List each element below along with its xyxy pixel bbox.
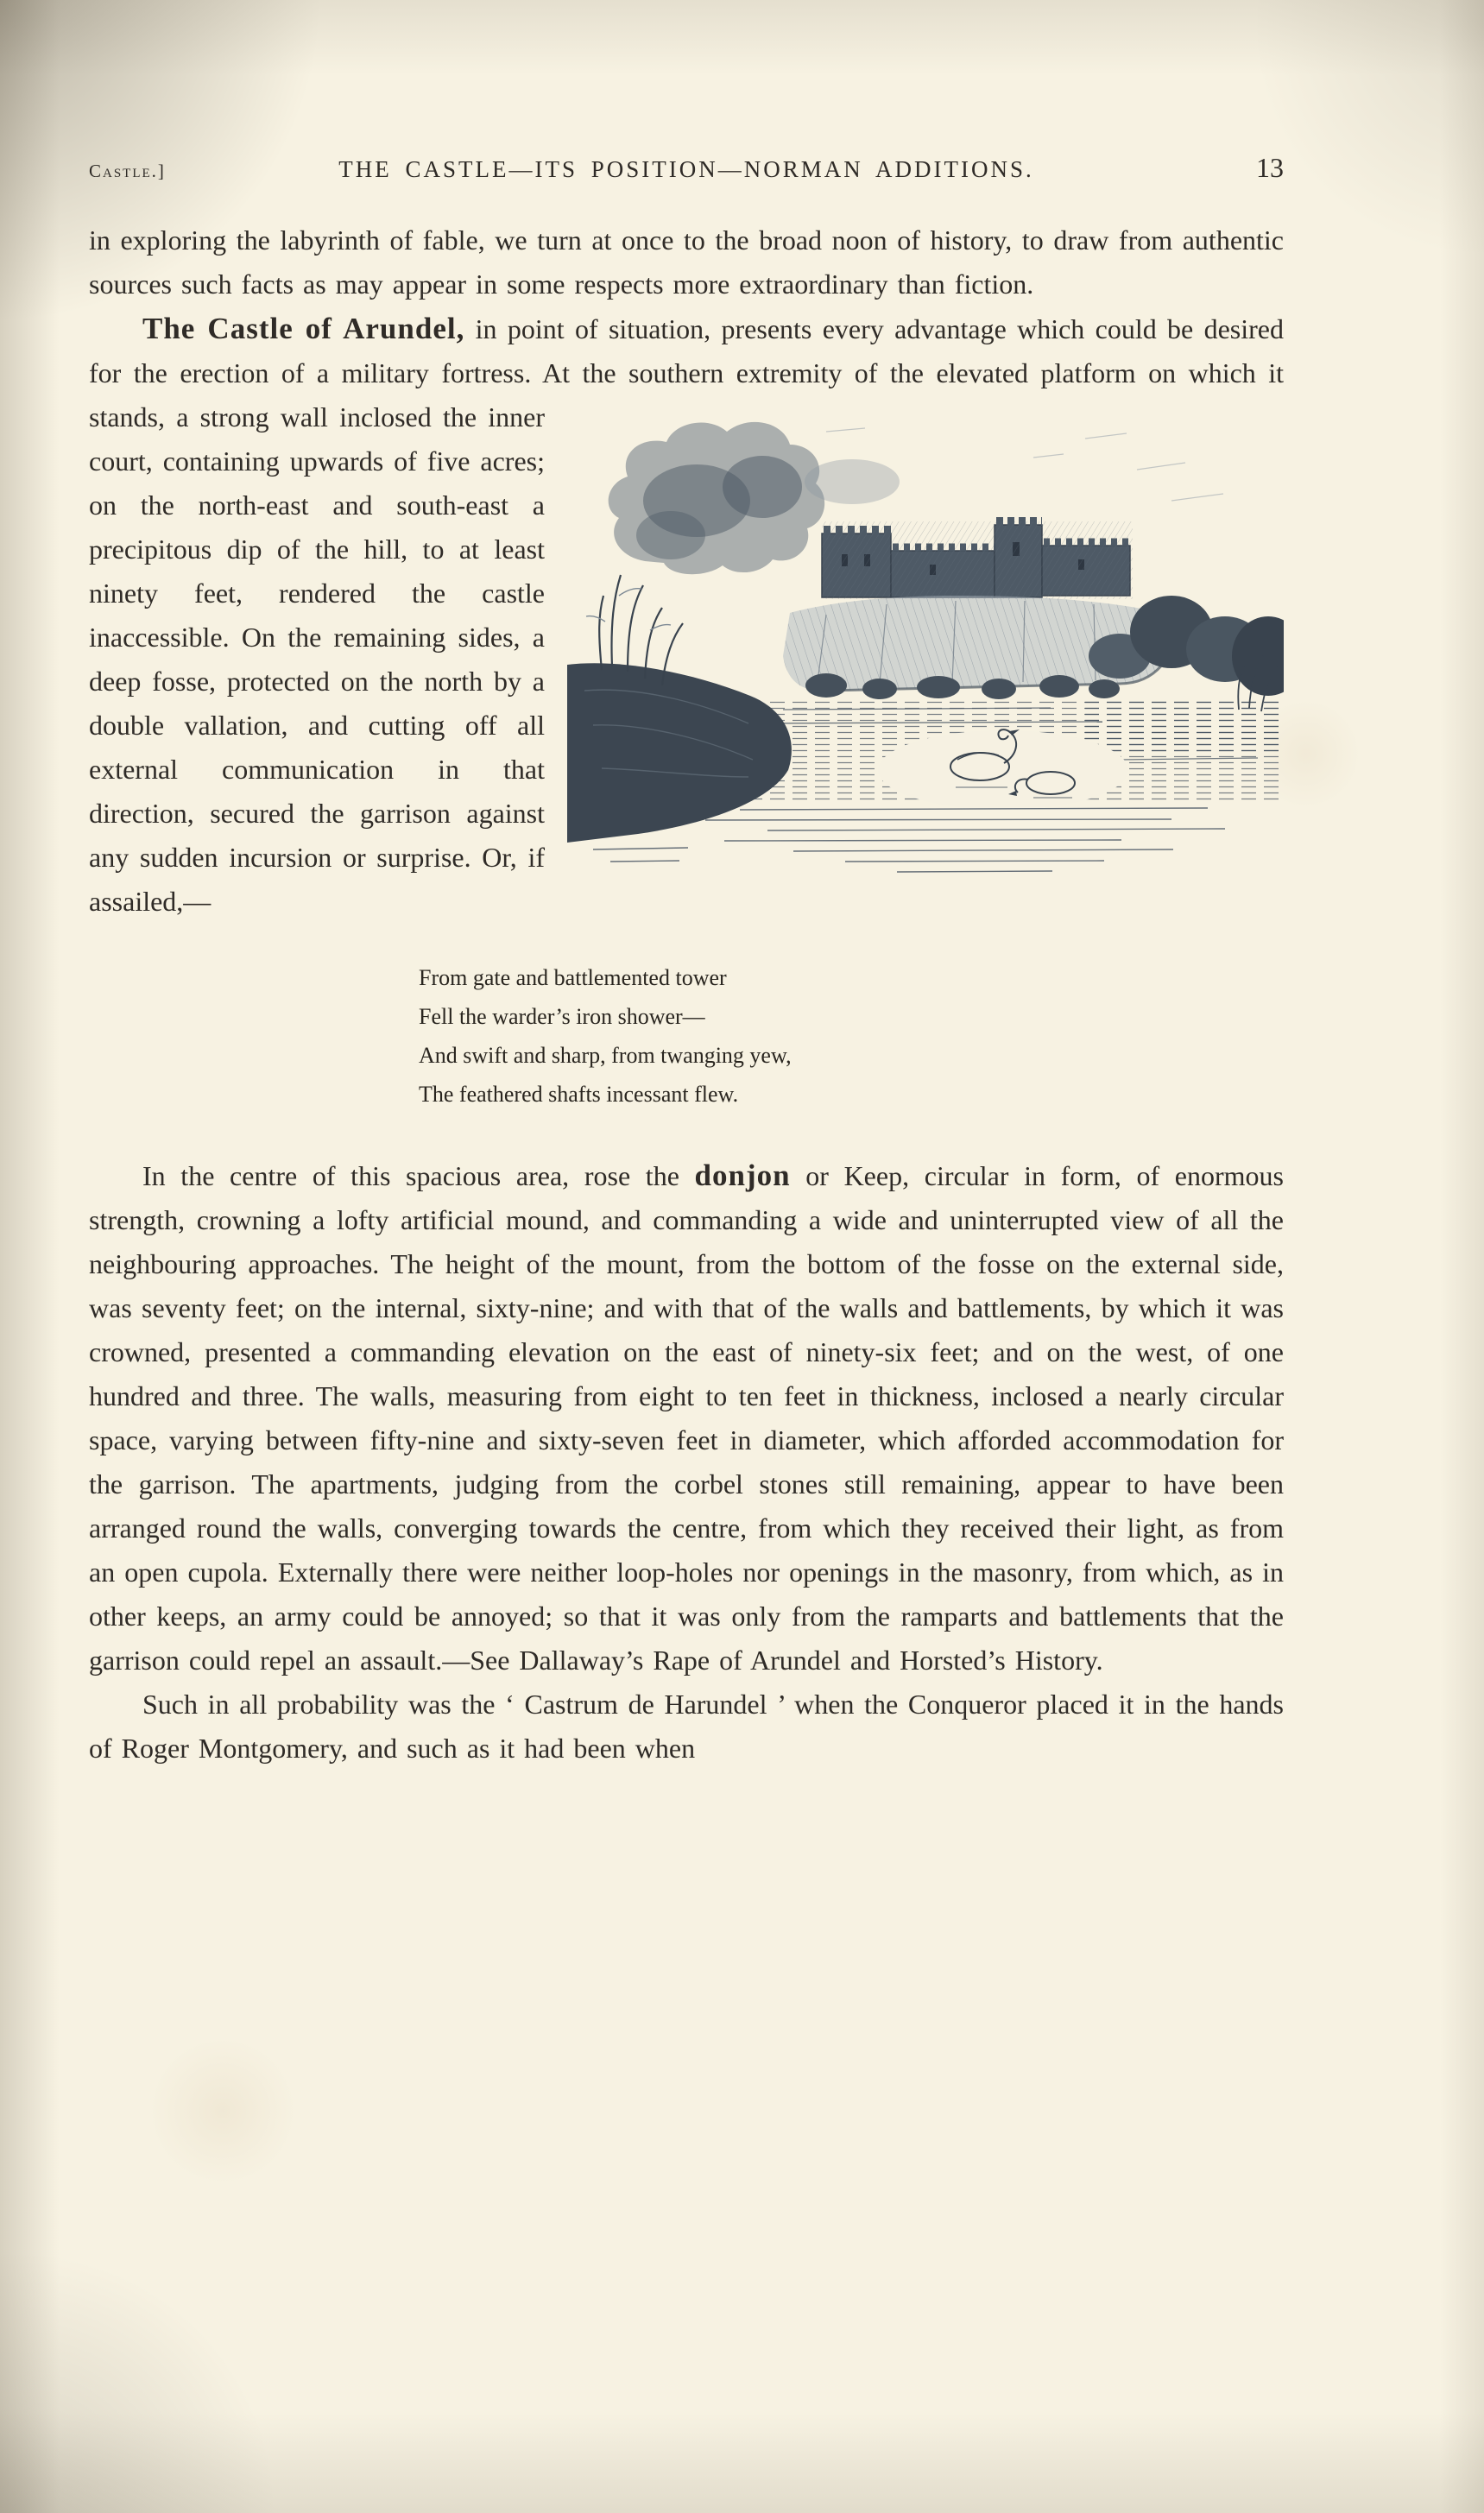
paragraph-text: In the centre of this spacious area, rose the — [142, 1160, 679, 1191]
header-catchword: Castle.] — [89, 161, 166, 181]
running-header — [89, 152, 1284, 184]
paragraph-text: Such in all probability was the ‘ Castrum de Harundel ’ when the Conqueror placed it in the hands of Roger Montgomery, and such as it had been when — [89, 1689, 1284, 1764]
castle-silhouette — [822, 521, 1133, 599]
paragraph-text: in exploring the labyrinth of fable, we turn at once to the broad noon of history, to draw from authentic sources such facts as may appear in some respects more extraordinary than fiction. — [89, 224, 1284, 300]
paragraph-castrum — [89, 1683, 1284, 1771]
poem-line: From gate and battlemented tower — [419, 965, 727, 990]
paragraph-donjon — [89, 1153, 1284, 1683]
paragraph-castle-position — [89, 306, 1284, 924]
paragraph-fable — [89, 218, 1284, 306]
running-title: THE CASTLE—ITS POSITION—NORMAN ADDITIONS. — [338, 156, 1034, 182]
engraving-svg — [567, 397, 1284, 906]
page-content — [89, 152, 1284, 1771]
poem-quote — [419, 958, 1284, 1114]
poem-line: The feathered shafts incessant flew. — [419, 1082, 739, 1107]
poem-line: Fell the warder’s iron shower— — [419, 1004, 705, 1029]
gothic-phrase-castle-of-arundel: The Castle of Arundel, — [142, 312, 465, 345]
paragraph-text: or Keep, circular in form, of enormous strength, crowning a lofty artificial mound, and commanding a wide and uninterrupted view of all the neighbouring approaches. The height of the mount, from the bottom of the fosse on the external side, was seventy feet; on the internal, sixty-nine; and with that of the walls and battlements, by which it was crowned, presented a commanding elevation on the east of ninety-six feet; and on the west, of one hundred and three. The walls, measuring from eight to ten feet in thickness, inclosed a nearly circular space, varying between fifty-nine and sixty-seven feet in diameter, which afforded accommodation for the garrison. The apartments, judging from the corbel stones still remaining, appear to have been arranged round the walls, converging towards the centre, from which they received their light, as from an open cupola. Externally there were neither loop-holes nor openings in the masonry, from which, as in other keeps, an army could be annoyed; so that it was only from the ramparts and battlements that the garrison could repel an assault.—See Dallaway’s Rape of Arundel and Horsted’s History. — [89, 1160, 1285, 1676]
paragraph-text: extremity of the elevated platform on which it stands, a strong wall inclosed the inner court, containing upwards of five acres; on the north-east and south-east a precipitous dip of the hill, to at least ninety feet, rendered the castle inaccessible. On the remaining sides, a deep fosse, protected on the north by a double vallation, and cutting off all external communication in that direction, secured the garrison against any sudden incursion or surprise. Or, if assailed,— — [89, 357, 1285, 917]
gothic-word-donjon: donjon — [694, 1159, 791, 1192]
moat-water — [727, 699, 1282, 810]
paragraph-text: in point of situation, presents every advantage which could be desired for the erection of a military fortress. At the southern — [89, 313, 1284, 388]
poem-line: And swift and sharp, from twanging yew, — [419, 1043, 792, 1068]
page-number: 13 — [1256, 152, 1284, 183]
castle-engraving-illustration — [567, 397, 1284, 906]
